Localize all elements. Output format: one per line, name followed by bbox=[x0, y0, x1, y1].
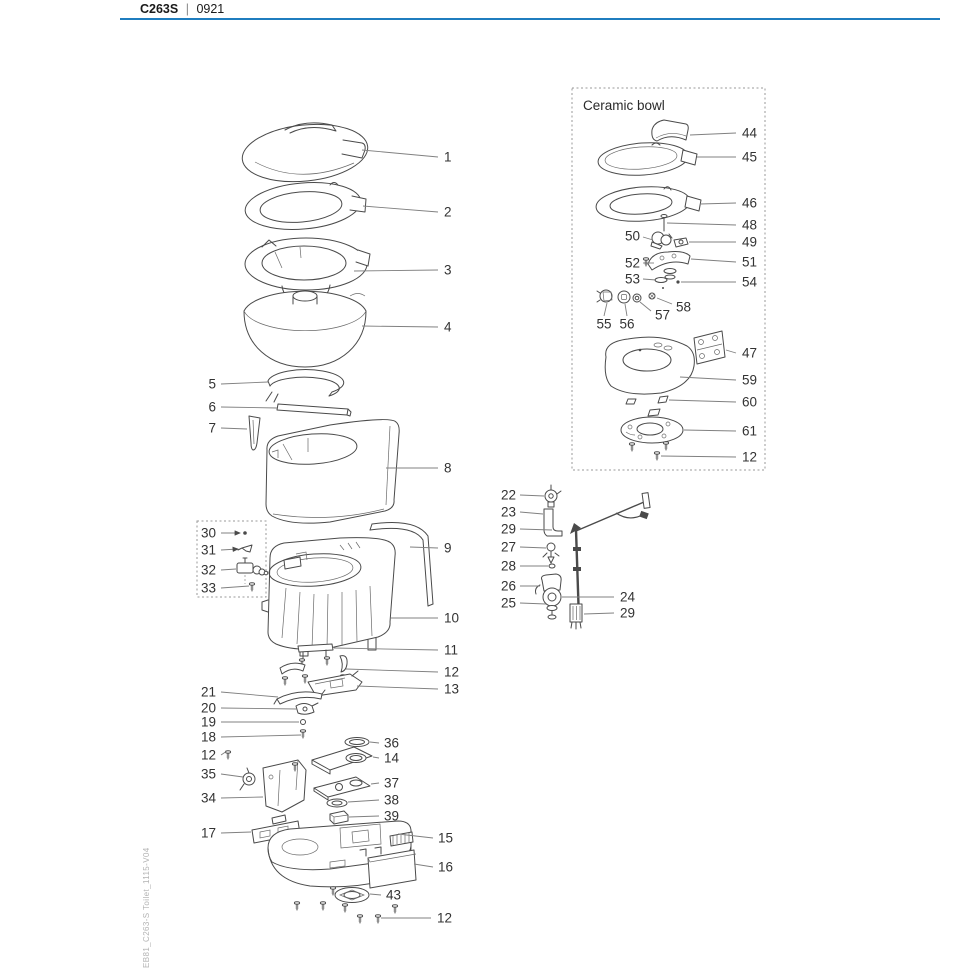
callout-label-25: 25 bbox=[500, 595, 516, 611]
callout-label-44: 44 bbox=[742, 125, 758, 141]
callout-label-36: 36 bbox=[384, 735, 400, 751]
callout-label-52: 52 bbox=[624, 255, 640, 271]
callout-label-2: 2 bbox=[444, 204, 452, 220]
callout-leader-60 bbox=[669, 400, 736, 402]
part-12-screws-ceramic bbox=[629, 442, 668, 460]
callout-label-45: 45 bbox=[742, 149, 758, 165]
part-6-strip bbox=[277, 404, 351, 416]
callout-label-4: 4 bbox=[444, 319, 452, 335]
callout-leader-27 bbox=[520, 547, 546, 548]
callout-label-27: 27 bbox=[500, 539, 516, 555]
callout-leader-20 bbox=[221, 708, 297, 709]
callout-label-14: 14 bbox=[384, 750, 400, 766]
part-53-washer bbox=[655, 278, 667, 283]
callout-leader-57 bbox=[640, 302, 651, 311]
part-39-block bbox=[330, 811, 348, 824]
callout-label-59: 59 bbox=[742, 372, 758, 388]
part-13-plate bbox=[308, 671, 362, 696]
part-25-nozzle bbox=[547, 606, 557, 620]
callout-label-39: 39 bbox=[384, 808, 400, 824]
part-24-wiring-harness bbox=[570, 493, 650, 629]
part-51-flush-mechanism bbox=[648, 252, 690, 280]
callout-label-15: 15 bbox=[438, 830, 454, 846]
callout-label-51: 51 bbox=[742, 254, 758, 270]
callout-leader-1 bbox=[362, 150, 438, 157]
callout-label-7: 7 bbox=[208, 420, 216, 436]
part-57-ring bbox=[633, 294, 641, 302]
callout-label-3: 3 bbox=[444, 262, 452, 278]
callout-leader-39 bbox=[349, 816, 379, 817]
doc-code: 0921 bbox=[196, 2, 225, 16]
callout-label-43: 43 bbox=[386, 887, 402, 903]
callout-label-26: 26 bbox=[500, 578, 516, 594]
callout-label-58: 58 bbox=[676, 299, 692, 315]
part-34-side-panel bbox=[225, 751, 306, 812]
callout-label-38: 38 bbox=[384, 792, 400, 808]
callout-leader-58 bbox=[657, 298, 672, 304]
callout-leader-4 bbox=[362, 326, 438, 327]
part-36-seal-ring bbox=[345, 738, 369, 747]
callout-label-61: 61 bbox=[742, 423, 758, 439]
callout-label-34: 34 bbox=[200, 790, 216, 806]
callout-leader-53 bbox=[643, 279, 656, 280]
callout-label-30: 30 bbox=[200, 525, 216, 541]
callout-leader-35 bbox=[221, 774, 243, 777]
callout-label-50: 50 bbox=[624, 228, 640, 244]
callout-leader-9 bbox=[410, 547, 438, 548]
part-27-float-valve bbox=[543, 543, 559, 563]
callout-label-33: 33 bbox=[200, 580, 216, 596]
callout-label-48: 48 bbox=[742, 217, 758, 233]
callout-label-12: 12 bbox=[742, 449, 758, 465]
callout-label-29: 29 bbox=[500, 521, 516, 537]
callout-label-16: 16 bbox=[438, 859, 454, 875]
callout-label-57: 57 bbox=[655, 307, 671, 323]
callout-label-47: 47 bbox=[742, 345, 758, 361]
callout-label-55: 55 bbox=[596, 316, 612, 332]
part-14-cover-plate bbox=[312, 747, 372, 774]
callout-label-46: 46 bbox=[742, 195, 758, 211]
callout-leader-61 bbox=[684, 430, 736, 431]
part-22-valve bbox=[545, 485, 561, 507]
callout-leader-34 bbox=[221, 797, 263, 798]
callout-label-28: 28 bbox=[500, 558, 516, 574]
callout-label-1: 1 bbox=[444, 149, 452, 165]
part-28-seal bbox=[549, 564, 555, 568]
callout-label-21: 21 bbox=[200, 684, 216, 700]
callout-leader-29 bbox=[584, 613, 614, 614]
part-11-bracket bbox=[298, 644, 333, 667]
callout-leader-43 bbox=[370, 894, 381, 895]
callout-leader-56 bbox=[625, 304, 627, 316]
part-46-ceramic-seat bbox=[595, 184, 701, 224]
callout-label-19: 19 bbox=[200, 714, 216, 730]
callout-leader-37 bbox=[371, 783, 379, 784]
callout-label-11: 11 bbox=[444, 642, 459, 658]
part-55-knob bbox=[597, 290, 612, 302]
callout-leader-21 bbox=[221, 692, 278, 697]
callout-label-53: 53 bbox=[624, 271, 640, 287]
callout-leader-55 bbox=[604, 303, 607, 316]
callout-label-12: 12 bbox=[200, 747, 216, 763]
callout-leader-18 bbox=[221, 735, 301, 737]
callout-leader-31 bbox=[221, 549, 238, 550]
part-18-screw bbox=[300, 730, 305, 738]
callout-leader-6 bbox=[221, 407, 277, 408]
callout-label-60: 60 bbox=[742, 394, 758, 410]
callout-label-9: 9 bbox=[444, 540, 452, 556]
part-58-nut bbox=[649, 293, 655, 299]
callout-label-13: 13 bbox=[444, 681, 460, 697]
callout-leader-22 bbox=[520, 495, 544, 496]
callout-label-6: 6 bbox=[208, 399, 216, 415]
callout-label-49: 49 bbox=[742, 234, 758, 250]
callout-label-12: 12 bbox=[444, 664, 460, 680]
callout-leader-47 bbox=[726, 350, 736, 353]
callout-label-22: 22 bbox=[500, 487, 516, 503]
callout-label-18: 18 bbox=[200, 729, 216, 745]
part-44-hinge-cover bbox=[652, 120, 688, 141]
callout-leader-38 bbox=[348, 800, 379, 802]
part-26-pump bbox=[536, 574, 562, 606]
part-49-wing-nut bbox=[669, 234, 688, 247]
callout-leader-33 bbox=[221, 586, 249, 588]
callout-leader-12 bbox=[346, 669, 438, 672]
callout-label-12: 12 bbox=[437, 910, 453, 926]
part-4-base-bowl bbox=[244, 291, 366, 367]
callout-leader-32 bbox=[221, 569, 236, 570]
callout-leader-13 bbox=[357, 686, 438, 689]
callout-leader-48 bbox=[667, 223, 736, 225]
callout-label-56: 56 bbox=[619, 316, 635, 332]
part-60-clips bbox=[626, 396, 668, 416]
part-37-plate bbox=[314, 777, 370, 800]
part-23-tube bbox=[544, 509, 562, 536]
callout-label-35: 35 bbox=[200, 766, 216, 782]
callout-leader-2 bbox=[363, 206, 438, 212]
callout-label-29: 29 bbox=[620, 605, 636, 621]
part-38-grommet bbox=[327, 799, 347, 807]
part-52-screw bbox=[643, 258, 648, 266]
part-7-cone-pin bbox=[249, 416, 260, 450]
part-43-gasket bbox=[335, 888, 369, 903]
part-48-bolt bbox=[661, 215, 667, 232]
callout-label-31: 31 bbox=[200, 542, 216, 558]
callout-leader-5 bbox=[221, 382, 268, 384]
callout-leader-25 bbox=[520, 603, 546, 604]
callout-label-17: 17 bbox=[200, 825, 216, 841]
callout-leader-50 bbox=[643, 237, 653, 240]
callout-label-8: 8 bbox=[444, 460, 452, 476]
callout-label-20: 20 bbox=[200, 700, 216, 716]
callout-label-37: 37 bbox=[384, 775, 400, 791]
part-1-toilet-lid bbox=[239, 119, 370, 188]
callout-label-10: 10 bbox=[444, 610, 460, 626]
part-61-flange-plate bbox=[621, 417, 683, 443]
ceramic-bowl-label: Ceramic bowl bbox=[583, 98, 665, 113]
callout-leader-23 bbox=[520, 512, 543, 514]
part-50-hinge bbox=[651, 232, 671, 249]
doc-model-title: C263S bbox=[140, 2, 179, 16]
part-5-clip-ring bbox=[266, 370, 344, 402]
document-reference-vertical: EB81_C263-S Toilet_1115-V04 bbox=[142, 847, 151, 968]
callout-leader-17 bbox=[221, 832, 251, 833]
part-8-upper-housing bbox=[266, 420, 399, 524]
part-10-base-shell bbox=[262, 538, 395, 656]
callout-leader-7 bbox=[221, 428, 247, 429]
callout-leader-14 bbox=[373, 757, 379, 758]
part-59-ceramic-bowl-body bbox=[605, 337, 694, 394]
callout-leader-11 bbox=[334, 648, 438, 650]
part-47-mount-plate bbox=[694, 331, 725, 364]
part-2-seat-ring bbox=[243, 178, 366, 234]
title-separator: | bbox=[185, 2, 189, 16]
part-45-ceramic-lid bbox=[597, 140, 697, 178]
callout-label-23: 23 bbox=[500, 504, 516, 520]
part-20-latch bbox=[296, 703, 318, 714]
callout-label-24: 24 bbox=[620, 589, 636, 605]
callout-leader-44 bbox=[690, 133, 736, 135]
callout-leader-36 bbox=[370, 742, 379, 743]
callout-leader-3 bbox=[354, 270, 438, 271]
part-19-cap bbox=[301, 720, 306, 725]
callout-label-32: 32 bbox=[200, 562, 216, 578]
callout-label-5: 5 bbox=[208, 376, 216, 392]
callout-leader-12 bbox=[661, 456, 736, 457]
callout-leader-16 bbox=[414, 864, 433, 867]
callout-leader-51 bbox=[691, 259, 736, 262]
part-35-clamp bbox=[240, 768, 255, 790]
part-56-grommet bbox=[618, 291, 630, 303]
callout-label-54: 54 bbox=[742, 274, 758, 290]
callout-leader-46 bbox=[700, 203, 736, 204]
